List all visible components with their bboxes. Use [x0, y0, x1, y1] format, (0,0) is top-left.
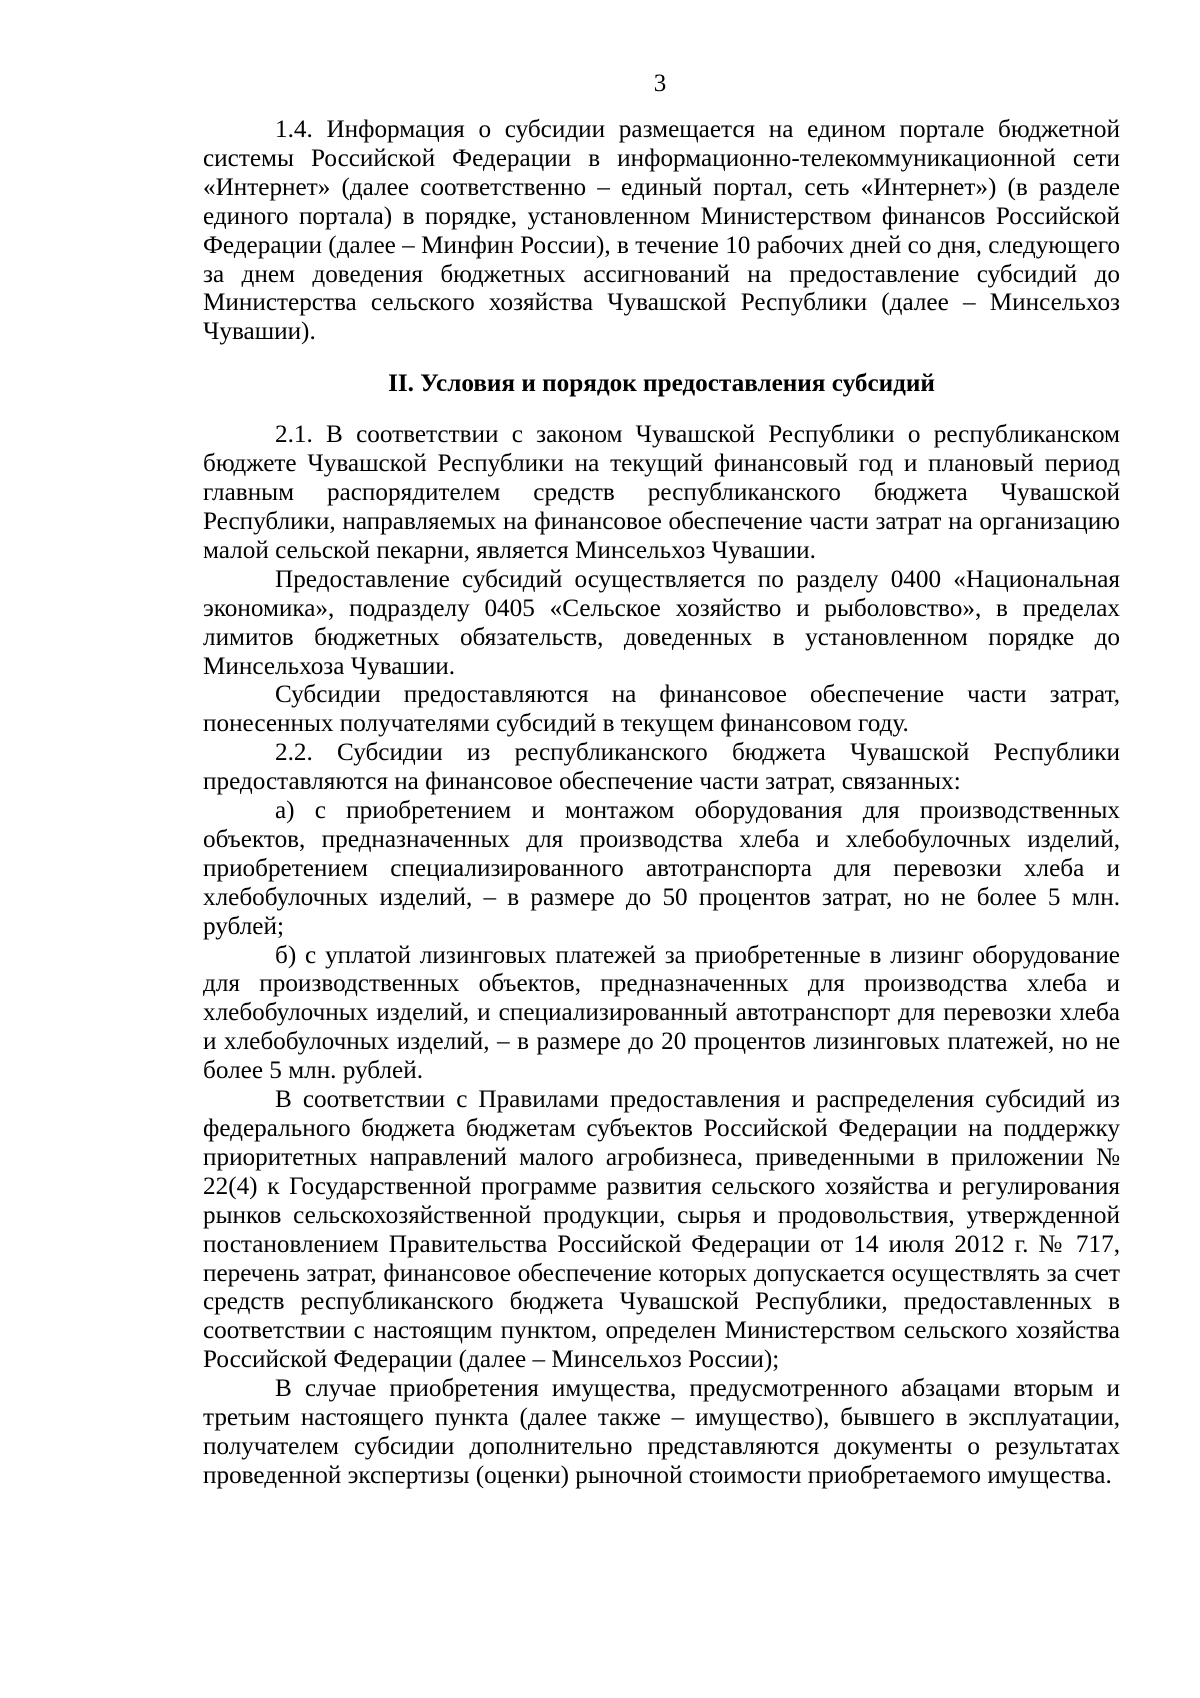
paragraph-2-1: 2.1. В соответствии с законом Чувашской Республики о республиканском бюджете Чувашской Республики на текущий финансовый год и плановый период главным распорядителем средств республиканского бюджета Чувашской Республики, направляемых на финансовое обеспечение части затрат на организацию малой сельской пекарни, является Минсельхоз Чувашии.: [203, 421, 1120, 564]
paragraph-2-2: 2.2. Субсидии из республиканского бюджета Чувашской Республики предоставляются на финансовое обеспечение части затрат, связанных:: [203, 739, 1120, 796]
document-body: [203, 116, 1120, 1491]
section-heading: II. Условия и порядок предоставления субсидий: [388, 370, 935, 398]
paragraph-item-b: б) с уплатой лизинговых платежей за приобретенные в лизинг оборудование для производственных объектов, предназначенных для производства хлеба и хлебобулочных изделий, и специализированный автотранспорт для перевозки хлеба и хлебобулочных изделий, – в размере до 20 процентов лизинговых платежей, но не более 5 млн. рублей.: [203, 941, 1120, 1085]
paragraph-budget-section: Предоставление субсидий осуществляется по разделу 0400 «Национальная экономика», подразделу 0405 «Сельское хозяйство и рыболовство», в пределах лимитов бюджетных обязательств, доведенных в установленном порядке до Минсельхоза Чувашии.: [203, 565, 1120, 680]
paragraph-used-property: В случае приобретения имущества, предусмотренного абзацами вторым и третьим настоящего пункта (далее также – имущество), бывшего в эксплуатации, получателем субсидии дополнительно представляются документы о результатах проведенной экспертизы (оценки) рыночной стоимости приобретаемого имущества.: [203, 1375, 1120, 1489]
page-number: 3: [653, 70, 667, 97]
paragraph-federal-rules: В соответствии с Правилами предоставления и распределения субсидий из федерального бюджета бюджетам субъектов Российской Федерации на поддержку приоритетных направлений малого агробизнеса, приведенными в приложении № 22(4) к Государственной программе развития сельского хозяйства и регулирования рынков сельскохозяйственной продукции, сырья и продовольствия, утвержденной постановлением Правительства Российской Федерации от 14 июля 2012 г. № 717, перечень затрат, финансовое обеспечение которых допускается осуществлять за счет средств республиканского бюджета Чувашской Республики, предоставленных в соответствии с настоящим пунктом, определен Министерством сельского хозяйства Российской Федерации (далее – Минсельхоз России);: [203, 1086, 1120, 1374]
paragraph-item-a: а) с приобретением и монтажом оборудования для производственных объектов, предназначенных для производства хлеба и хлебобулочных изделий, приобретением специализированного автотранспорта для перевозки хлеба и хлебобулочных изделий, – в размере до 50 процентов затрат, но не более 5 млн. рублей;: [203, 797, 1120, 940]
paragraph-subsidy-purpose: Субсидии предоставляются на финансовое обеспечение части затрат, понесенных получателями субсидий в текущем финансовом году.: [203, 681, 1120, 738]
paragraph-1-4: 1.4. Информация о субсидии размещается на едином портале бюджетной системы Российской Федерации в информационно-телекоммуникационной сети «Интернет» (далее соответственно – единый портал, сеть «Интернет») (в разделе единого портала) в порядке, установленном Министерством финансов Российской Федерации (далее – Минфин России), в течение 10 рабочих дней со дня, следующего за днем доведения бюджетных ассигнований на предоставление субсидий до Министерства сельского хозяйства Чувашской Республики (далее – Минсельхоз Чувашии).: [203, 116, 1120, 346]
